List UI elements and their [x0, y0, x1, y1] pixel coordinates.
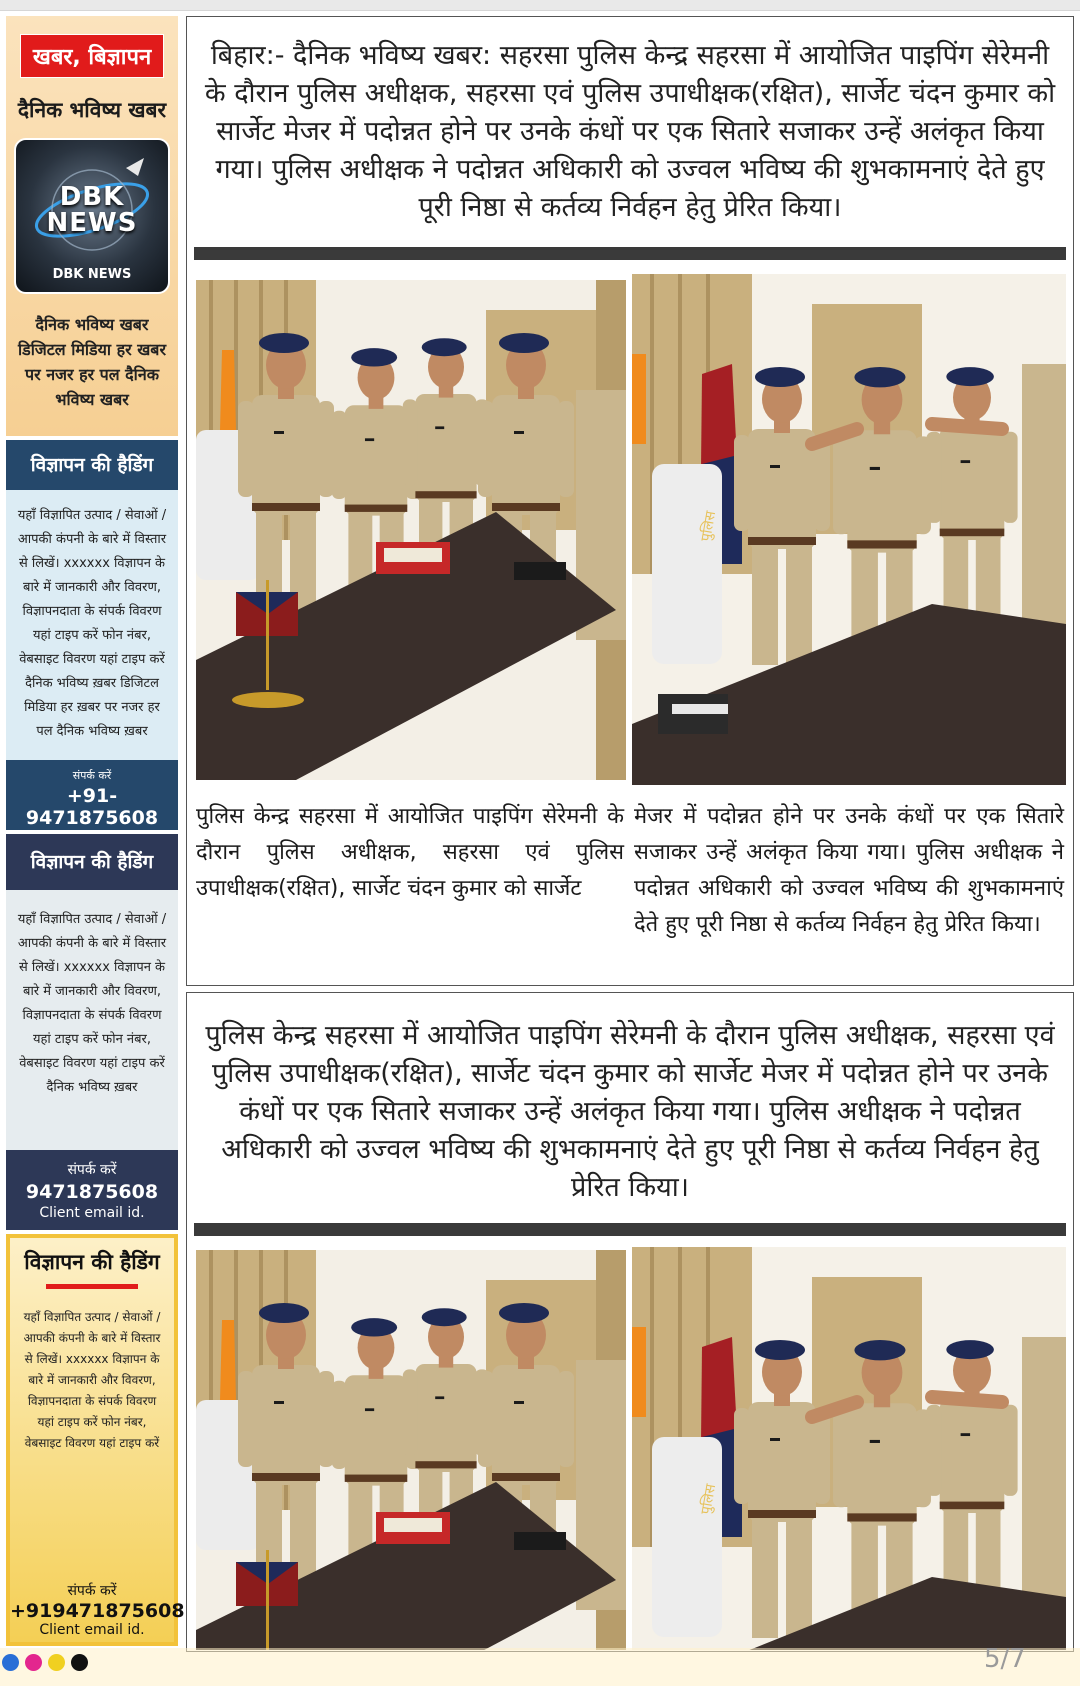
- ad-1-contact: [6, 760, 178, 830]
- article-2-pipping-photo[interactable]: [632, 1247, 1066, 1650]
- ad-3-heading: विज्ञापन की हैडिंग: [24, 1250, 160, 1274]
- ad-1-phone[interactable]: +91-9471875608: [25, 785, 159, 829]
- sidebar: [6, 16, 185, 1646]
- ad-1-body: यहाँ विज्ञापित उत्पाद / सेवाओं / आपकी कंपनी के बारे में विस्तार से लिखें। xxxxxx विज्ञापन के बारे में जानकारी और विवरण, विज्ञापनदाता के संपर्क विवरण यहां टाइप करें फोन नंबर, वेबसाइट विवरण यहां टाइप करें दैनिक भविष्य ख़बर डिजिटल मिडिया हर ख़बर पर नजर हर पल दैनिक भविष्य ख़बर: [17, 508, 167, 739]
- logo-line1: DBK: [59, 182, 125, 212]
- ad-1-heading: विज्ञापन की हैडिंग: [6, 440, 178, 490]
- page-indicator: 5/7: [984, 1644, 1026, 1674]
- article-1-caption-left: पुलिस केन्द्र सहरसा में आयोजित पाइपिंग सेरेमनी के दौरान पुलिस अधीक्षक, सहरसा एवं पुलिस उपाधीक्षक(रक्षित), सार्जेट चंदन कुमार को सार्जेट: [196, 804, 624, 901]
- ad-2-contact-label: संपर्क करें: [67, 1162, 117, 1178]
- top-status-strip: [0, 0, 1080, 11]
- ad-1-contact-label: संपर्क करें: [72, 769, 112, 782]
- dbk-news-logo: [14, 138, 170, 294]
- ad-2-email[interactable]: Client email id.: [39, 1205, 145, 1221]
- ad-2-phone[interactable]: 9471875608: [25, 1181, 159, 1203]
- article-2-group-photo[interactable]: [196, 1250, 626, 1650]
- article-2-divider: [194, 1223, 1066, 1236]
- group-photo-image: [196, 280, 626, 780]
- ad-2-body: यहाँ विज्ञापित उत्पाद / सेवाओं / आपकी कंपनी के बारे में विस्तार से लिखें। xxxxxx विज्ञापन के बारे में जानकारी और विवरण, विज्ञापनदाता के संपर्क विवरण यहां टाइप करें फोन नंबर, वेबसाइट विवरण यहां टाइप करें दैनिक भविष्य ख़बर: [17, 912, 167, 1095]
- logo-wordmark: [16, 184, 168, 236]
- group-photo-image: [196, 1250, 626, 1650]
- article-1-group-photo[interactable]: [196, 280, 626, 780]
- bottom-bar: [0, 1648, 1080, 1686]
- sidebar-ad-3[interactable]: [6, 1234, 185, 1646]
- ad-2-heading: विज्ञापन की हैडिंग: [6, 834, 178, 890]
- brand-slogan: दैनिक भविष्य खबर डिजिटल मिडिया हर खबर पर नजर हर पल दैनिक भविष्य खबर: [18, 315, 166, 409]
- page-dot[interactable]: [71, 1654, 88, 1671]
- sidebar-ad-2[interactable]: [6, 834, 178, 1230]
- sidebar-brand-block: [6, 16, 178, 436]
- ad-3-contact: [10, 1581, 185, 1638]
- article-1-panel: [186, 16, 1074, 986]
- ad-3-email[interactable]: Client email id.: [39, 1622, 145, 1638]
- article-2-headline: पुलिस केन्द्र सहरसा में आयोजित पाइपिंग सेरेमनी के दौरान पुलिस अधीक्षक, सहरसा एवं पुलिस उपाधीक्षक(रक्षित), सार्जेट चंदन कुमार को सार्जेट मेजर में पदोन्नत होने पर उनके कंधों पर एक सितारे सजाकर उन्हें अलंकृत किया गया। पुलिस अधीक्षक ने पदोन्नत अधिकारी को उज्वल भविष्य की शुभकामनाएं देते हुए पूरी निष्ठा से कर्तव्य निर्वहन हेतु प्रेरित किया।: [205, 1020, 1055, 1203]
- sidebar-ad-1[interactable]: [6, 440, 178, 830]
- logo-line2: NEWS: [46, 208, 138, 238]
- page-dot[interactable]: [2, 1654, 19, 1671]
- pipping-photo-image: [632, 274, 1066, 785]
- article-1-divider: [194, 247, 1066, 260]
- brand-subtitle: दैनिक भविष्य खबर: [17, 98, 167, 122]
- news-ad-tag: खबर, बिज्ञापन: [20, 34, 164, 78]
- page-dot[interactable]: [25, 1654, 42, 1671]
- flag-text: पुलिस: [698, 509, 720, 543]
- ad-3-contact-label: संपर्क करें: [67, 1583, 117, 1599]
- article-1-headline: बिहार:- दैनिक भविष्य खबर: सहरसा पुलिस केन्द्र सहरसा में आयोजित पाइपिंग सेरेमनी के दौरान पुलिस अधीक्षक, सहरसा एवं पुलिस उपाधीक्षक(रक्षित), सार्जेट चंदन कुमार को सार्जेट मेजर में पदोन्नत होने पर उनके कंधों पर एक सितारे सजाकर उन्हें अलंकृत किया गया। पुलिस अधीक्षक ने पदोन्नत अधिकारी को उज्वल भविष्य की शुभकामनाएं देते हुए पूरी निष्ठा से कर्तव्य निर्वहन हेतु प्रेरित किया।: [204, 40, 1056, 223]
- article-1-pipping-photo[interactable]: [632, 274, 1066, 785]
- logo-caption: DBK NEWS: [52, 267, 132, 282]
- page-dot[interactable]: [48, 1654, 65, 1671]
- article-1-caption-right: मेजर में पदोन्नत होने पर उनके कंधों पर एक सितारे सजाकर उन्हें अलंकृत किया गया। पुलिस अधीक्षक ने पदोन्नत अधिकारी को उज्वल भविष्य की शुभकामनाएं देते हुए पूरी निष्ठा से कर्तव्य निर्वहन हेतु प्रेरित किया।: [634, 804, 1064, 937]
- article-2-panel: [186, 992, 1074, 1652]
- ad-3-phone[interactable]: +919471875608: [10, 1600, 185, 1622]
- ad-2-contact: [6, 1150, 178, 1230]
- ad-3-body: यहाँ विज्ञापित उत्पाद / सेवाओं / आपकी कंपनी के बारे में विस्तार से लिखें। xxxxxx विज्ञापन के बारे में जानकारी और विवरण, विज्ञापनदाता के संपर्क विवरण यहां टाइप करें फोन नंबर, वेबसाइट विवरण यहां टाइप करें: [23, 1310, 161, 1450]
- pipping-photo-image: [632, 1247, 1066, 1650]
- flag-text: पुलिस: [698, 1482, 720, 1516]
